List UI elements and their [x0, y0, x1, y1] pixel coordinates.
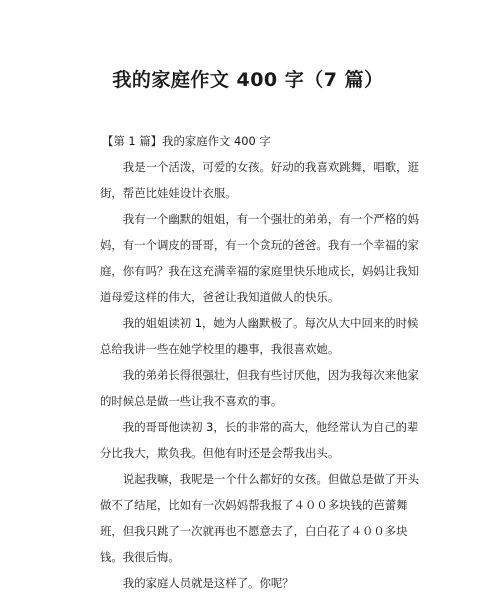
paragraph-3: 我的姐姐读初 1，她为人幽默极了。每次从大中回来的时候总给我讲一些在她学校里的趣事，我很喜欢她。 — [100, 316, 419, 356]
paragraph-2: 我有一个幽默的姐姐，有一个强壮的弟弟，有一个严格的妈妈，有一个调皮的哥哥，有一个贪玩的爸爸。我有一个幸福的家庭，你有吗？我在这充满幸福的家庭里快乐地成长，妈妈让我知道母爱这样的伟大，爸爸让我知道做人的快乐。 — [100, 212, 419, 304]
paragraph-7: 我的家庭人员就是这样了。你呢？ — [122, 576, 294, 590]
paragraph-5: 我的哥哥他读初 3，长的非常的高大，他经常认为自己的辈分比我大，欺负我。但他有时还是会帮我出头。 — [100, 420, 419, 460]
paragraph-4: 我的弟弟长得很强壮，但我有些讨厌他，因为我每次来他家的时候总是做一些让我不喜欢的事。 — [100, 368, 419, 408]
paragraph-6: 说起我嘛，我呢是一个什么都好的女孩。但做总是做了开头做不了结尾，比如有一次妈妈帮我报了４００多块钱的芭蕾舞班，但我只跳了一次就再也不愿意去了，白白花了４００多块钱。我很后悔。 — [100, 472, 419, 564]
paragraph-1: 我是一个活泼，可爱的女孩。好动的我喜欢跳舞，唱歌，逛街，帮芭比娃娃设计衣服。 — [100, 160, 419, 200]
document-title: 我的家庭作文 400 字（7 篇） — [112, 69, 384, 91]
document-body — [100, 128, 422, 596]
section-heading: 【第 1 篇】我的家庭作文 400 字 — [102, 134, 271, 148]
